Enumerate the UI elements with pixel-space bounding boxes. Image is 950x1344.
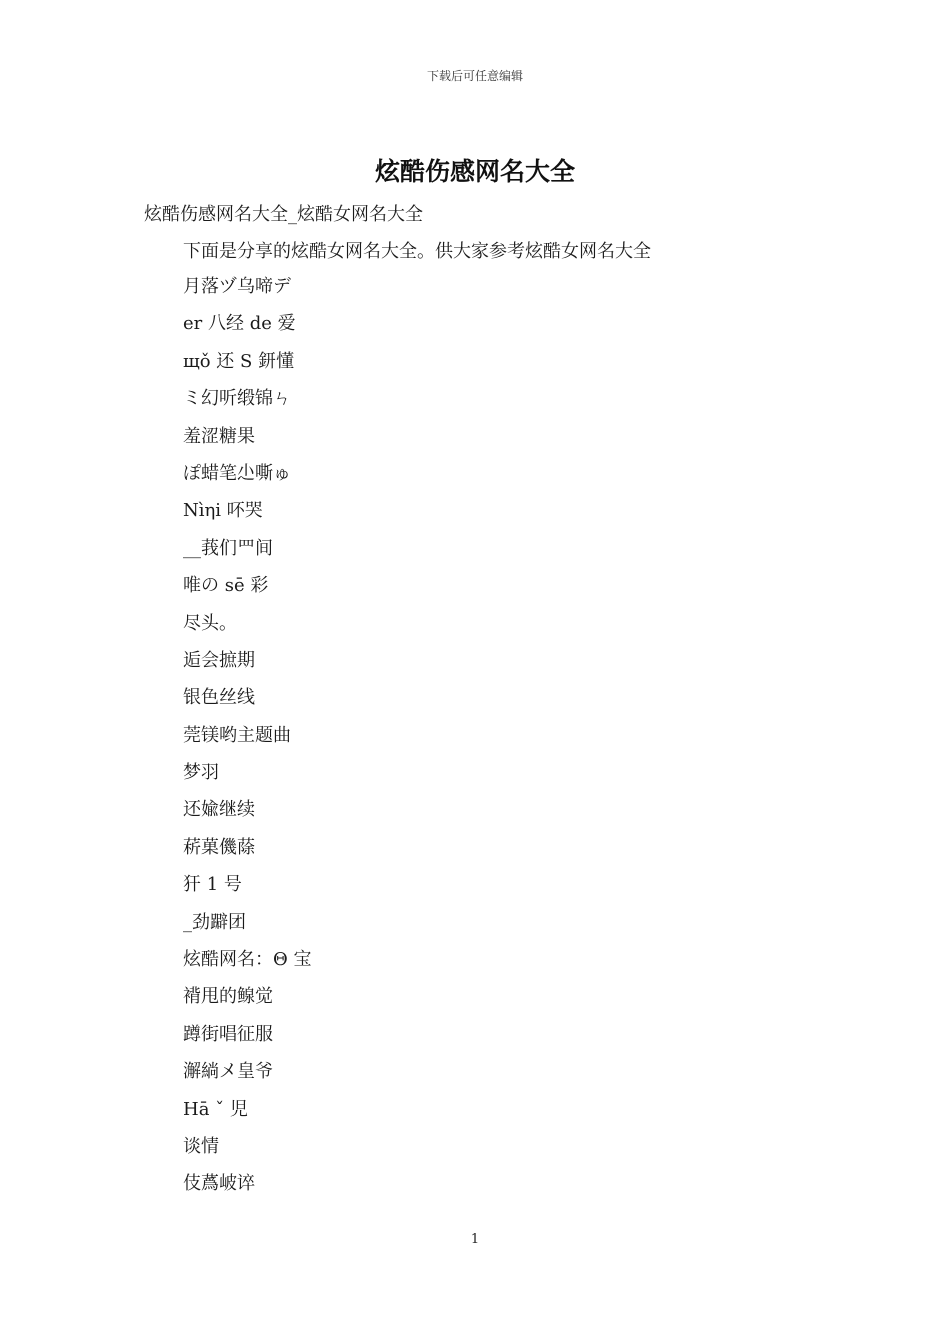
list-item: 伎蔿岥谇 bbox=[183, 1173, 255, 1195]
list-item: ぽ蜡笔尐嘶ゅ bbox=[183, 462, 291, 484]
list-item: 褙甩的鳈觉 bbox=[183, 986, 273, 1008]
list-item: 逅会摭期 bbox=[183, 649, 255, 671]
list-item: щǒ 还 S 鈃懂 bbox=[183, 350, 295, 372]
page-header: 下载后可任意编辑 bbox=[426, 69, 523, 83]
document-subtitle: 炫酷伤感网名大全_炫酷女网名大全 bbox=[144, 204, 423, 225]
nickname-list bbox=[183, 274, 311, 1209]
list-item: 犴 1 号 bbox=[183, 874, 242, 896]
list-item: __莪们罒间 bbox=[183, 537, 273, 559]
list-item: 羞涩糖果 bbox=[183, 425, 255, 447]
intro-paragraph: 下面是分享的炫酷女网名大全。供大家参考炫酷女网名大全 bbox=[183, 241, 651, 262]
list-item: 莞镁哟主题曲 bbox=[183, 724, 291, 746]
document-title: 炫酷伤感网名大全 bbox=[374, 157, 575, 186]
list-item: 银色丝线 bbox=[183, 687, 255, 709]
list-item: 谈情 bbox=[183, 1135, 219, 1157]
list-item: 菥菓僟蒢 bbox=[183, 836, 255, 858]
list-item: 梦羽 bbox=[183, 762, 219, 784]
list-item: 月落ヅ乌啼デ bbox=[183, 276, 291, 297]
list-item: 尽头。 bbox=[183, 612, 237, 634]
list-item: 炫酷网名：Θ 宝 bbox=[183, 949, 312, 971]
list-item: Hā ˇ 児 bbox=[183, 1098, 248, 1120]
list-item: er 八经 de 爱 bbox=[183, 313, 296, 335]
list-item: 蹲街唱征服 bbox=[183, 1023, 273, 1045]
list-item: 唯の sē 彩 bbox=[183, 575, 269, 597]
page-number: 1 bbox=[470, 1232, 480, 1247]
list-item: ミ幻听缎锦ㄣ bbox=[183, 388, 291, 410]
list-item: _劲躃团 bbox=[183, 911, 246, 933]
list-item: 澥緔メ皇爷 bbox=[183, 1061, 273, 1083]
list-item: 还婾继续 bbox=[183, 799, 255, 821]
list-item: Nìηi 吥哭 bbox=[183, 500, 263, 522]
